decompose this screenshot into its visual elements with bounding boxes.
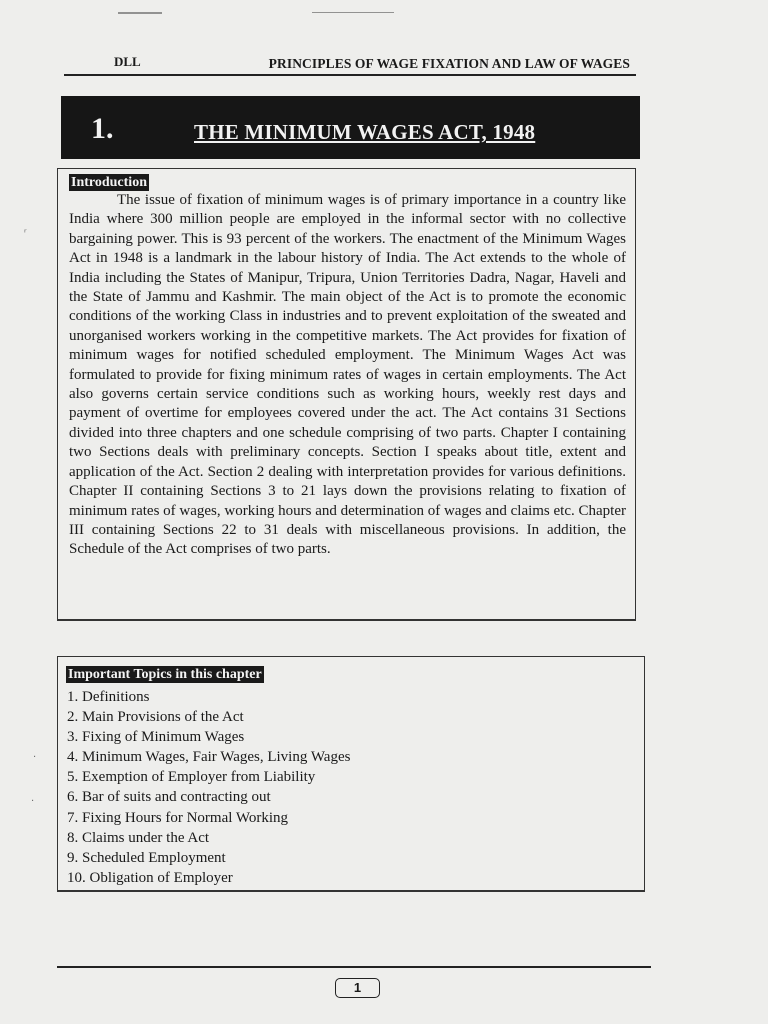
chapter-title: THE MINIMUM WAGES ACT, 1948 [194,120,536,144]
page-number: 1 [335,978,380,998]
list-item: 10. Obligation of Employer [67,869,233,886]
list-item: 6. Bar of suits and contracting out [67,789,271,806]
footer-rule [57,966,651,968]
list-item: 4. Minimum Wages, Fair Wages, Living Wages [67,749,351,766]
list-item: 2. Main Provisions of the Act [67,709,244,726]
running-header [64,54,636,74]
topics-box [57,656,645,892]
introduction-heading: Introduction [71,175,147,190]
list-item: 8. Claims under the Act [67,829,210,846]
list-item: 3. Fixing of Minimum Wages [67,729,245,746]
topics-heading: Important Topics in this chapter [68,667,262,682]
list-item: 9. Scheduled Employment [67,849,226,866]
header-rule [64,74,636,76]
list-item: 7. Fixing Hours for Normal Working [67,809,289,826]
list-item: 1. Definitions [67,689,150,705]
header-left: DLL [114,54,141,69]
scan-mark [312,12,394,13]
header-right: PRINCIPLES OF WAGE FIXATION AND LAW OF WAGES [268,56,630,71]
scan-speck: · [31,796,35,807]
scan-mark [118,12,162,14]
chapter-banner [61,96,640,159]
scan-speck: · [33,752,37,763]
topics-list [67,687,350,888]
scan-speck: ʳ [24,228,27,239]
introduction-text: The issue of fixation of minimum wages is of primary importance in a country like India where 300 million people are employed in the informal sector with no collective bargaining power. This is 93 percent of the workers. The enactment of the Minimum Wages Act in 1948 is a landmark in the labour history of India. The Act extends to the whole of India including the States of Manipur, Tripura, Union Territories Dadra, Nagar, Haveli and the State of Jammu and Kashmir. The main object of the Act is to promote the economic conditions of the working Class in industries and to prevent exploitation of the sweated and unorganised workers working in the competitive markets. The Act provides for fixation of minimum wages for notified scheduled employment. The Minimum Wages Act was formulated to provide for fixing minimum rates of wages in certain employments. The Act also governs certain service conditions such as working hours, weekly rest days and payment of overtime for employees covered under the act. The Act contains 31 Sections divided into three chapters and one schedule comprising of two parts. Chapter I containing two Sections deals with preliminary concepts. Section I speaks about title, extent and application of the Act. Section 2 dealing with interpretation provides for various definitions. Chapter II containing Sections 3 to 21 lays down the provisions relating to fixation of minimum rates of wages, working hours and determination of wages and claims etc. Chapter III containing Sections 22 to 31 deals with miscellaneous provisions. In addition, the Schedule of the Act comprises of two parts. [69,192,626,558]
list-item: 5. Exemption of Employer from Liability [67,769,316,786]
chapter-number: 1. [91,112,114,145]
introduction-box [57,168,636,621]
